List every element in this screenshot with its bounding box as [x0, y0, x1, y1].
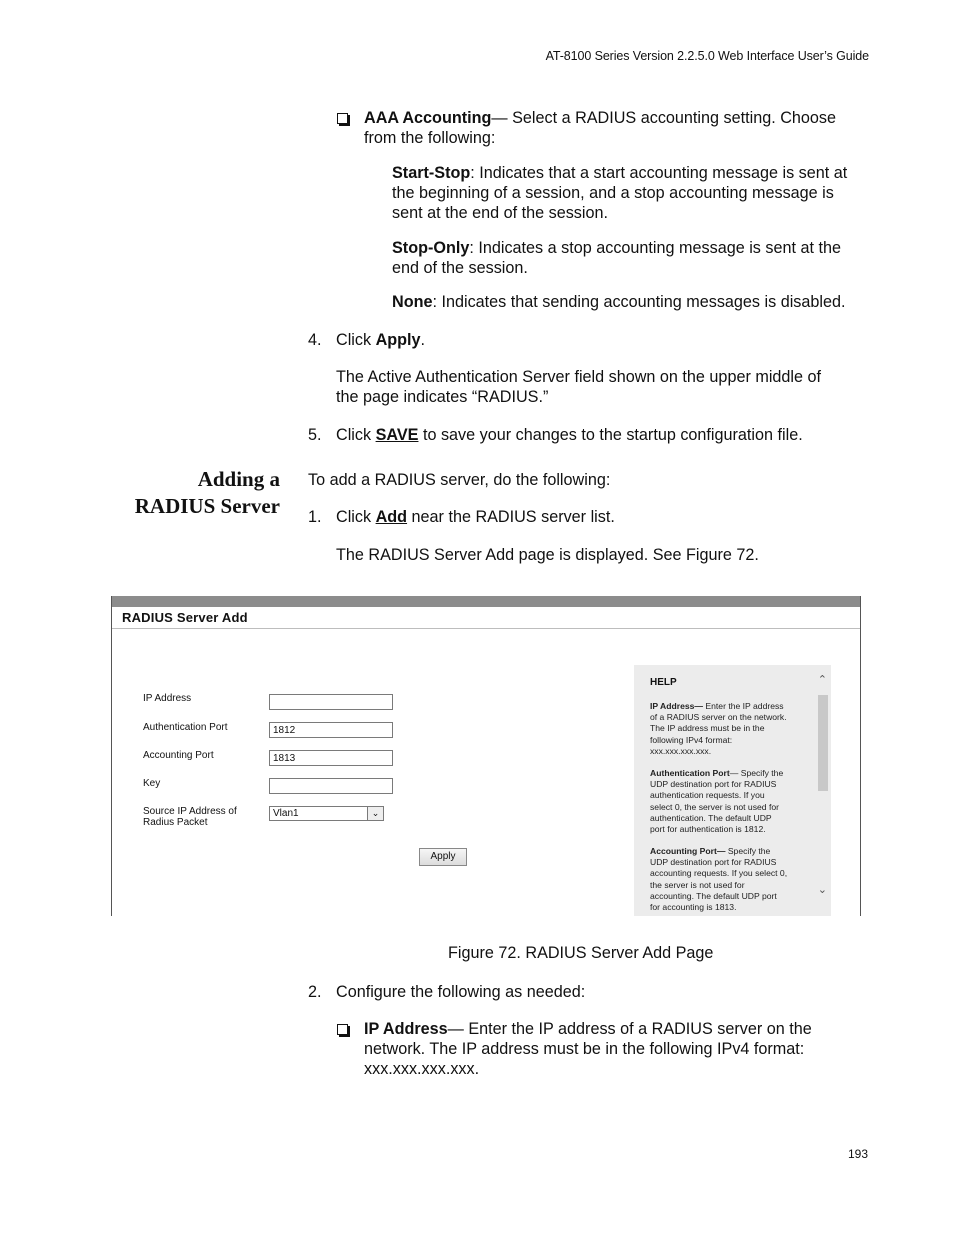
help-auth-line: select 0, the server is not used for [650, 801, 779, 812]
figure-top-bar [112, 596, 860, 607]
help-ip-line: xxx.xxx.xxx.xxx. [650, 745, 712, 756]
apply-term: Apply [375, 331, 421, 349]
help-panel [634, 665, 831, 916]
help-scrollbar-thumb[interactable] [818, 695, 828, 791]
apply-button[interactable]: Apply [419, 848, 467, 866]
start-stop-line3: sent at the end of the session. [392, 204, 608, 222]
authentication-port-label: Authentication Port [143, 722, 228, 733]
key-input[interactable] [269, 778, 393, 794]
help-ip-line: Enter the IP address [703, 701, 784, 711]
help-auth-line: — Specify the [729, 768, 784, 778]
checkbox-bullet-icon [337, 1024, 348, 1035]
ip-address-item [364, 1019, 812, 1079]
step-4-note-line1: The Active Authentication Server field shown on the upper middle of [336, 368, 822, 386]
scroll-down-arrow-icon[interactable]: ⌄ [817, 884, 827, 896]
aaa-accounting-term: AAA Accounting [364, 109, 492, 127]
help-acct-line: Specify the [725, 846, 771, 856]
figure-title-divider [112, 628, 860, 629]
radius-server-add-figure [111, 596, 861, 916]
ip-address-input[interactable] [269, 694, 393, 710]
help-accounting-port [650, 846, 810, 913]
step-1-note: The RADIUS Server Add page is displayed. See Figure 72. [336, 546, 759, 564]
help-acct-line: UDP destination port for RADIUS [650, 857, 777, 868]
help-acct-term: Accounting Port— [650, 846, 726, 856]
help-auth-line: authentication requests. If you [650, 790, 765, 801]
ip-address-label: IP Address [143, 693, 192, 704]
stop-only-paragraph [392, 238, 841, 278]
help-title: HELP [650, 677, 677, 688]
step-4-pre: Click [336, 331, 376, 349]
step-4-text [336, 330, 425, 350]
source-ip-select[interactable] [269, 806, 384, 821]
figure-page-title: RADIUS Server Add [122, 610, 248, 625]
step-5-pre: Click [336, 426, 376, 444]
page-number: 193 [847, 1147, 868, 1161]
save-link[interactable]: SAVE [375, 426, 419, 444]
source-ip-select-value: Vlan1 [273, 808, 299, 819]
step-5-post: to save your changes to the startup configuration file. [418, 426, 803, 444]
aaa-accounting-line1: — Select a RADIUS accounting setting. Choose [491, 109, 836, 127]
stop-only-line2: end of the session. [392, 259, 528, 277]
help-auth-line: UDP destination port for RADIUS [650, 779, 777, 790]
stop-only-term: Stop-Only [392, 239, 470, 257]
step-2-text: Configure the following as needed: [336, 983, 586, 1001]
add-link[interactable]: Add [375, 508, 408, 526]
step-4-post: . [420, 331, 426, 349]
ip-address-term: IP Address [364, 1020, 448, 1038]
step-4-number: 4. [308, 331, 322, 349]
step-5-number: 5. [308, 426, 322, 444]
help-acct-line: the server is not used for [650, 879, 745, 890]
accounting-port-label: Accounting Port [143, 750, 214, 761]
start-stop-line1: : Indicates that a start accounting message is sent at [470, 164, 848, 182]
help-ip-line: The IP address must be in the [650, 723, 765, 734]
scroll-up-arrow-icon[interactable]: ⌃ [817, 674, 827, 686]
step-1-number: 1. [308, 508, 322, 526]
help-auth-line: port for authentication is 1812. [650, 824, 766, 835]
help-ip-line: following IPv4 format: [650, 734, 733, 745]
step-1-text [336, 507, 615, 527]
step-2-number: 2. [308, 983, 322, 1001]
ip-address-line3: xxx.xxx.xxx.xxx. [364, 1060, 480, 1078]
aaa-accounting-item [364, 108, 836, 148]
stop-only-line1: : Indicates a stop accounting message is sent at the [469, 239, 841, 257]
aaa-accounting-line2: from the following: [364, 129, 496, 147]
source-ip-label-line1: Source IP Address of [143, 806, 237, 817]
help-acct-line: accounting requests. If you select 0, [650, 868, 788, 879]
section-heading [80, 466, 280, 520]
ip-address-line1: — Enter the IP address of a RADIUS server on the [447, 1020, 812, 1038]
chevron-down-icon[interactable]: ⌄ [367, 807, 383, 820]
help-ip-line: of a RADIUS server on the network. [650, 712, 787, 723]
source-ip-label [143, 806, 237, 828]
help-authentication-port [650, 768, 810, 835]
figure-caption: Figure 72. RADIUS Server Add Page [448, 944, 714, 962]
none-line1: : Indicates that sending accounting messages is disabled. [432, 293, 846, 311]
help-ip-term: IP Address— [650, 701, 704, 711]
accounting-port-input[interactable]: 1813 [269, 750, 393, 766]
help-acct-line: accounting. The default UDP port [650, 890, 777, 901]
help-auth-term: Authentication Port [650, 768, 730, 778]
step-4-note [336, 367, 821, 407]
section-heading-line2: RADIUS Server [134, 494, 280, 518]
ip-address-line2: network. The IP address must be in the following IPv4 format: [364, 1040, 805, 1058]
none-paragraph [392, 292, 846, 312]
step-1-post: near the RADIUS server list. [407, 508, 615, 526]
none-term: None [392, 293, 433, 311]
running-header: AT-8100 Series Version 2.2.5.0 Web Interface User’s Guide [545, 49, 869, 63]
source-ip-label-line2: Radius Packet [143, 817, 208, 828]
checkbox-bullet-icon [337, 113, 348, 124]
step-4-note-line2: the page indicates “RADIUS.” [336, 388, 549, 406]
start-stop-paragraph [392, 163, 847, 223]
section-heading-line1: Adding a [197, 467, 280, 491]
help-auth-line: authentication. The default UDP [650, 812, 772, 823]
help-ip-address [650, 701, 810, 757]
step-5-text [336, 425, 803, 445]
section-intro: To add a RADIUS server, do the following: [308, 471, 611, 489]
step-1-pre: Click [336, 508, 376, 526]
authentication-port-input[interactable]: 1812 [269, 722, 393, 738]
help-acct-line: for accounting is 1813. [650, 902, 737, 913]
start-stop-line2: the beginning of a session, and a stop accounting message is [392, 184, 834, 202]
key-label: Key [143, 778, 161, 789]
start-stop-term: Start-Stop [392, 164, 471, 182]
